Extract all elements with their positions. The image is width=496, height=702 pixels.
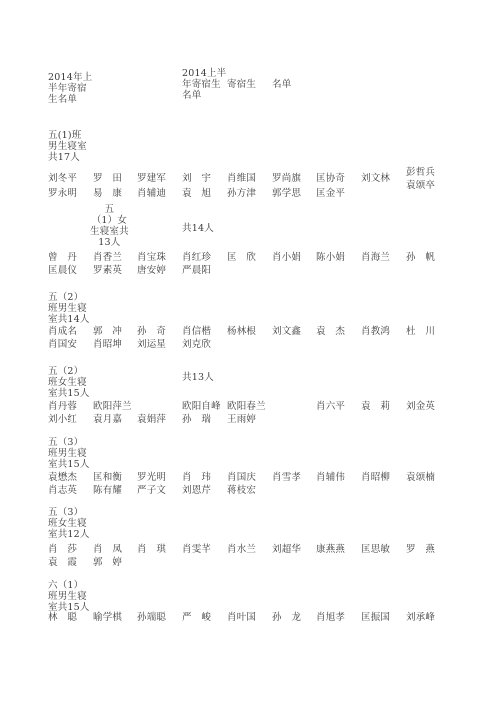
name-cell: 康燕燕 [316,544,346,555]
name-cell: 喻学棋 [93,612,123,623]
name-cell: 肖 玮 [182,472,212,483]
name-cell: 刘冬平 [48,173,78,184]
name-cell: 刘金英 [406,401,436,412]
name-cell: 罗建军 [137,173,167,184]
name-cell: 陈有耀 [93,485,123,496]
name-cell: 刘运星 [137,339,167,350]
name-cell: 肖红珍 [182,252,212,263]
name-cell: 孙方津 [227,188,257,199]
name-cell: 孙 奇 [137,326,167,337]
section-count: 共14人 [182,223,214,234]
name-cell: 袁月嘉 [93,414,123,425]
name-cell: 肖叶国 [227,612,257,623]
name-cell: 刘小红 [48,414,78,425]
name-cell: 肖雪孝 [272,472,302,483]
name-cell: 肖国庆 [227,472,257,483]
name-cell: 匡晨仪 [48,265,78,276]
name-cell: 郭学思 [272,188,302,199]
name-cell: 易 康 [93,188,123,199]
header-dorm-label: 寄宿生 [227,79,257,90]
name-cell: 肖 琪 [137,544,167,555]
name-cell: 肖昭柳 [361,472,391,483]
name-cell: 罗永明 [48,188,78,199]
name-cell: 肖辅迪 [137,188,167,199]
name-cell: 孙端聪 [137,612,167,623]
name-cell: 袁娟萍 [137,414,167,425]
name-cell: 刘超华 [272,544,302,555]
name-cell: 肖六平 [316,401,346,412]
name-cell: 肖维国 [227,173,257,184]
name-cell: 刘文林 [361,173,391,184]
name-cell: 陈小娟 [316,252,346,263]
name-cell: 匡金平 [316,188,346,199]
name-cell: 林 聪 [48,612,78,623]
name-cell: 严晨阳 [182,265,212,276]
name-cell: 袁 旭 [182,188,212,199]
name-cell: 肖教鸿 [361,326,391,337]
name-cell: 肖雯芊 [182,544,212,555]
name-cell: 刘恩芹 [182,485,212,496]
name-cell: 杜 川 [406,326,436,337]
name-cell: 唐安婷 [137,265,167,276]
name-cell: 罗素英 [93,265,123,276]
name-cell: 肖旭孝 [316,612,346,623]
name-cell: 匡和衡 [93,472,123,483]
name-cell: 欧阳春兰 [227,401,266,412]
name-cell: 肖海兰 [361,252,391,263]
name-cell: 肖国安 [48,339,78,350]
section-title: 五（2） 班女生寝 室共15人 [48,366,90,399]
name-cell: 孙 瑞 [182,414,212,425]
name-cell: 孙 龙 [272,612,302,623]
name-cell: 蒋枝宏 [227,485,257,496]
header-mid-title: 2014上半 年寄宿生 名单 [182,68,227,101]
section-title: 五（3） 班女生寝 室共12人 [48,507,90,540]
name-cell: 肖宝珠 [137,252,167,263]
name-cell: 杨林根 [227,326,257,337]
name-cell: 刘文鑫 [272,326,302,337]
name-cell: 罗光明 [137,472,167,483]
name-cell: 匡思敏 [361,544,391,555]
name-cell: 刘 宇 [182,173,212,184]
name-cell: 袁颂卒 [406,180,436,191]
name-cell: 肖昭坤 [93,339,123,350]
name-cell: 严子文 [137,485,167,496]
section-title: 五（2） 班男生寝 室共14人 [48,292,90,325]
section-title: 六（1） 班男生寝 室共15人 [48,580,90,613]
section-title: 五(1)班 男生寝室 共17人 [48,130,87,163]
name-cell: 刘克欣 [182,339,212,350]
name-cell: 孙 帆 [406,252,436,263]
name-cell: 罗尚旗 [272,173,302,184]
name-cell: 郭 婷 [93,557,123,568]
name-cell: 欧阳萍兰 [93,401,132,412]
name-cell: 肖志英 [48,485,78,496]
section-title: 五（3） 班男生寝 室共15人 [48,437,90,470]
name-cell: 肖辅伟 [316,472,346,483]
name-cell: 彭哲兵 [406,167,436,178]
name-cell: 袁颂楠 [406,472,436,483]
name-cell: 肖水兰 [227,544,257,555]
name-cell: 王雨婷 [227,414,257,425]
name-cell: 严 峻 [182,612,212,623]
name-cell: 肖 莎 [48,544,78,555]
name-cell: 郭 冲 [93,326,123,337]
name-cell: 肖香兰 [93,252,123,263]
name-cell: 肖信楷 [182,326,212,337]
name-cell: 欧阳自峰 [182,401,221,412]
name-cell: 肖 凤 [93,544,123,555]
name-cell: 肖小娟 [272,252,302,263]
name-cell: 袁懋杰 [48,472,78,483]
section-title: 五 （1）女 生寝室共 13人 [90,204,129,248]
name-cell: 刘承峰 [406,612,436,623]
name-cell: 袁 莉 [361,401,391,412]
name-cell: 匡 欣 [227,252,257,263]
name-cell: 罗 燕 [406,544,436,555]
name-cell: 匡协奇 [316,173,346,184]
section-count: 共13人 [182,372,214,383]
name-cell: 曾 丹 [48,252,78,263]
name-cell: 袁 杰 [316,326,346,337]
name-cell: 肖丹蓉 [48,401,78,412]
name-cell: 袁 霞 [48,557,78,568]
name-cell: 肖成名 [48,326,78,337]
header-list-label: 名单 [272,79,292,90]
name-cell: 罗 田 [93,173,123,184]
name-cell: 匡振国 [361,612,391,623]
header-left-title: 2014年上 半年寄宿 生名单 [48,72,93,105]
